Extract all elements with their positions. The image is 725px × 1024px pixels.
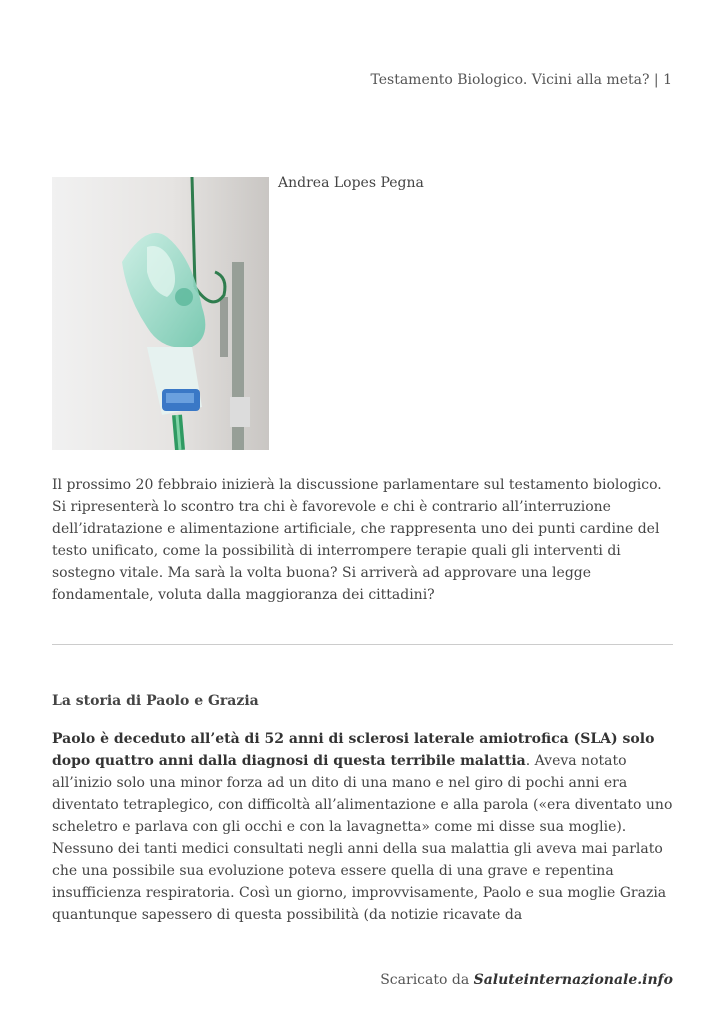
section-title: La storia di Paolo e Grazia xyxy=(52,693,259,709)
oxygen-mask-photo xyxy=(52,177,269,450)
section-divider xyxy=(52,644,673,645)
running-header: Testamento Biologico. Vicini alla meta? | 1 xyxy=(370,72,672,88)
story-lead-bold: Paolo è deceduto all’età di 52 anni di sclerosi laterale amiotrofica (SLA) solo dopo quattro anni dalla diagnosi di questa terribile malattia xyxy=(52,731,655,769)
story-paragraph xyxy=(52,728,675,926)
oxygen-mask-illustration xyxy=(52,177,269,450)
footer-prefix: Scaricato da xyxy=(380,972,474,988)
footer-site-link[interactable]: Saluteinternazionale.info xyxy=(473,972,673,988)
intro-paragraph: Il prossimo 20 febbraio inizierà la discussione parlamentare sul testamento biologico. Si ripresenterà lo scontro tra chi è favorevole e chi è contrario all’interruzione dell’idratazione e alimentazione artificiale, che rappresenta uno dei punti cardine del testo unificato, come la possibilità di interrompere terapie quali gli interventi di sostegno vitale. Ma sarà la volta buona? Si arriverà ad approvare una legge fondamentale, voluta dalla maggioranza dei cittadini? xyxy=(52,477,662,603)
author-name: Andrea Lopes Pegna xyxy=(278,175,424,191)
download-footer xyxy=(380,972,673,988)
story-body: . Aveva notato all’inizio solo una minor forza ad un dito di una mano e nel giro di pochi anni era diventato tetraplegico, con difficoltà all’alimentazione e alla parola («era diventato uno scheletro e parlava con gli occhi e con la lavagnetta» come mi disse sua moglie). Nessuno dei tanti medici consultati negli anni della sua malattia gli aveva mai parlato che una possibile sua evoluzione poteva essere quella di una grave e repentina insufficienza respiratoria. Così un giorno, improvvisamente, Paolo e sua moglie Grazia quantunque sapessero di questa possibilità (da notizie ricavate da xyxy=(52,753,673,923)
